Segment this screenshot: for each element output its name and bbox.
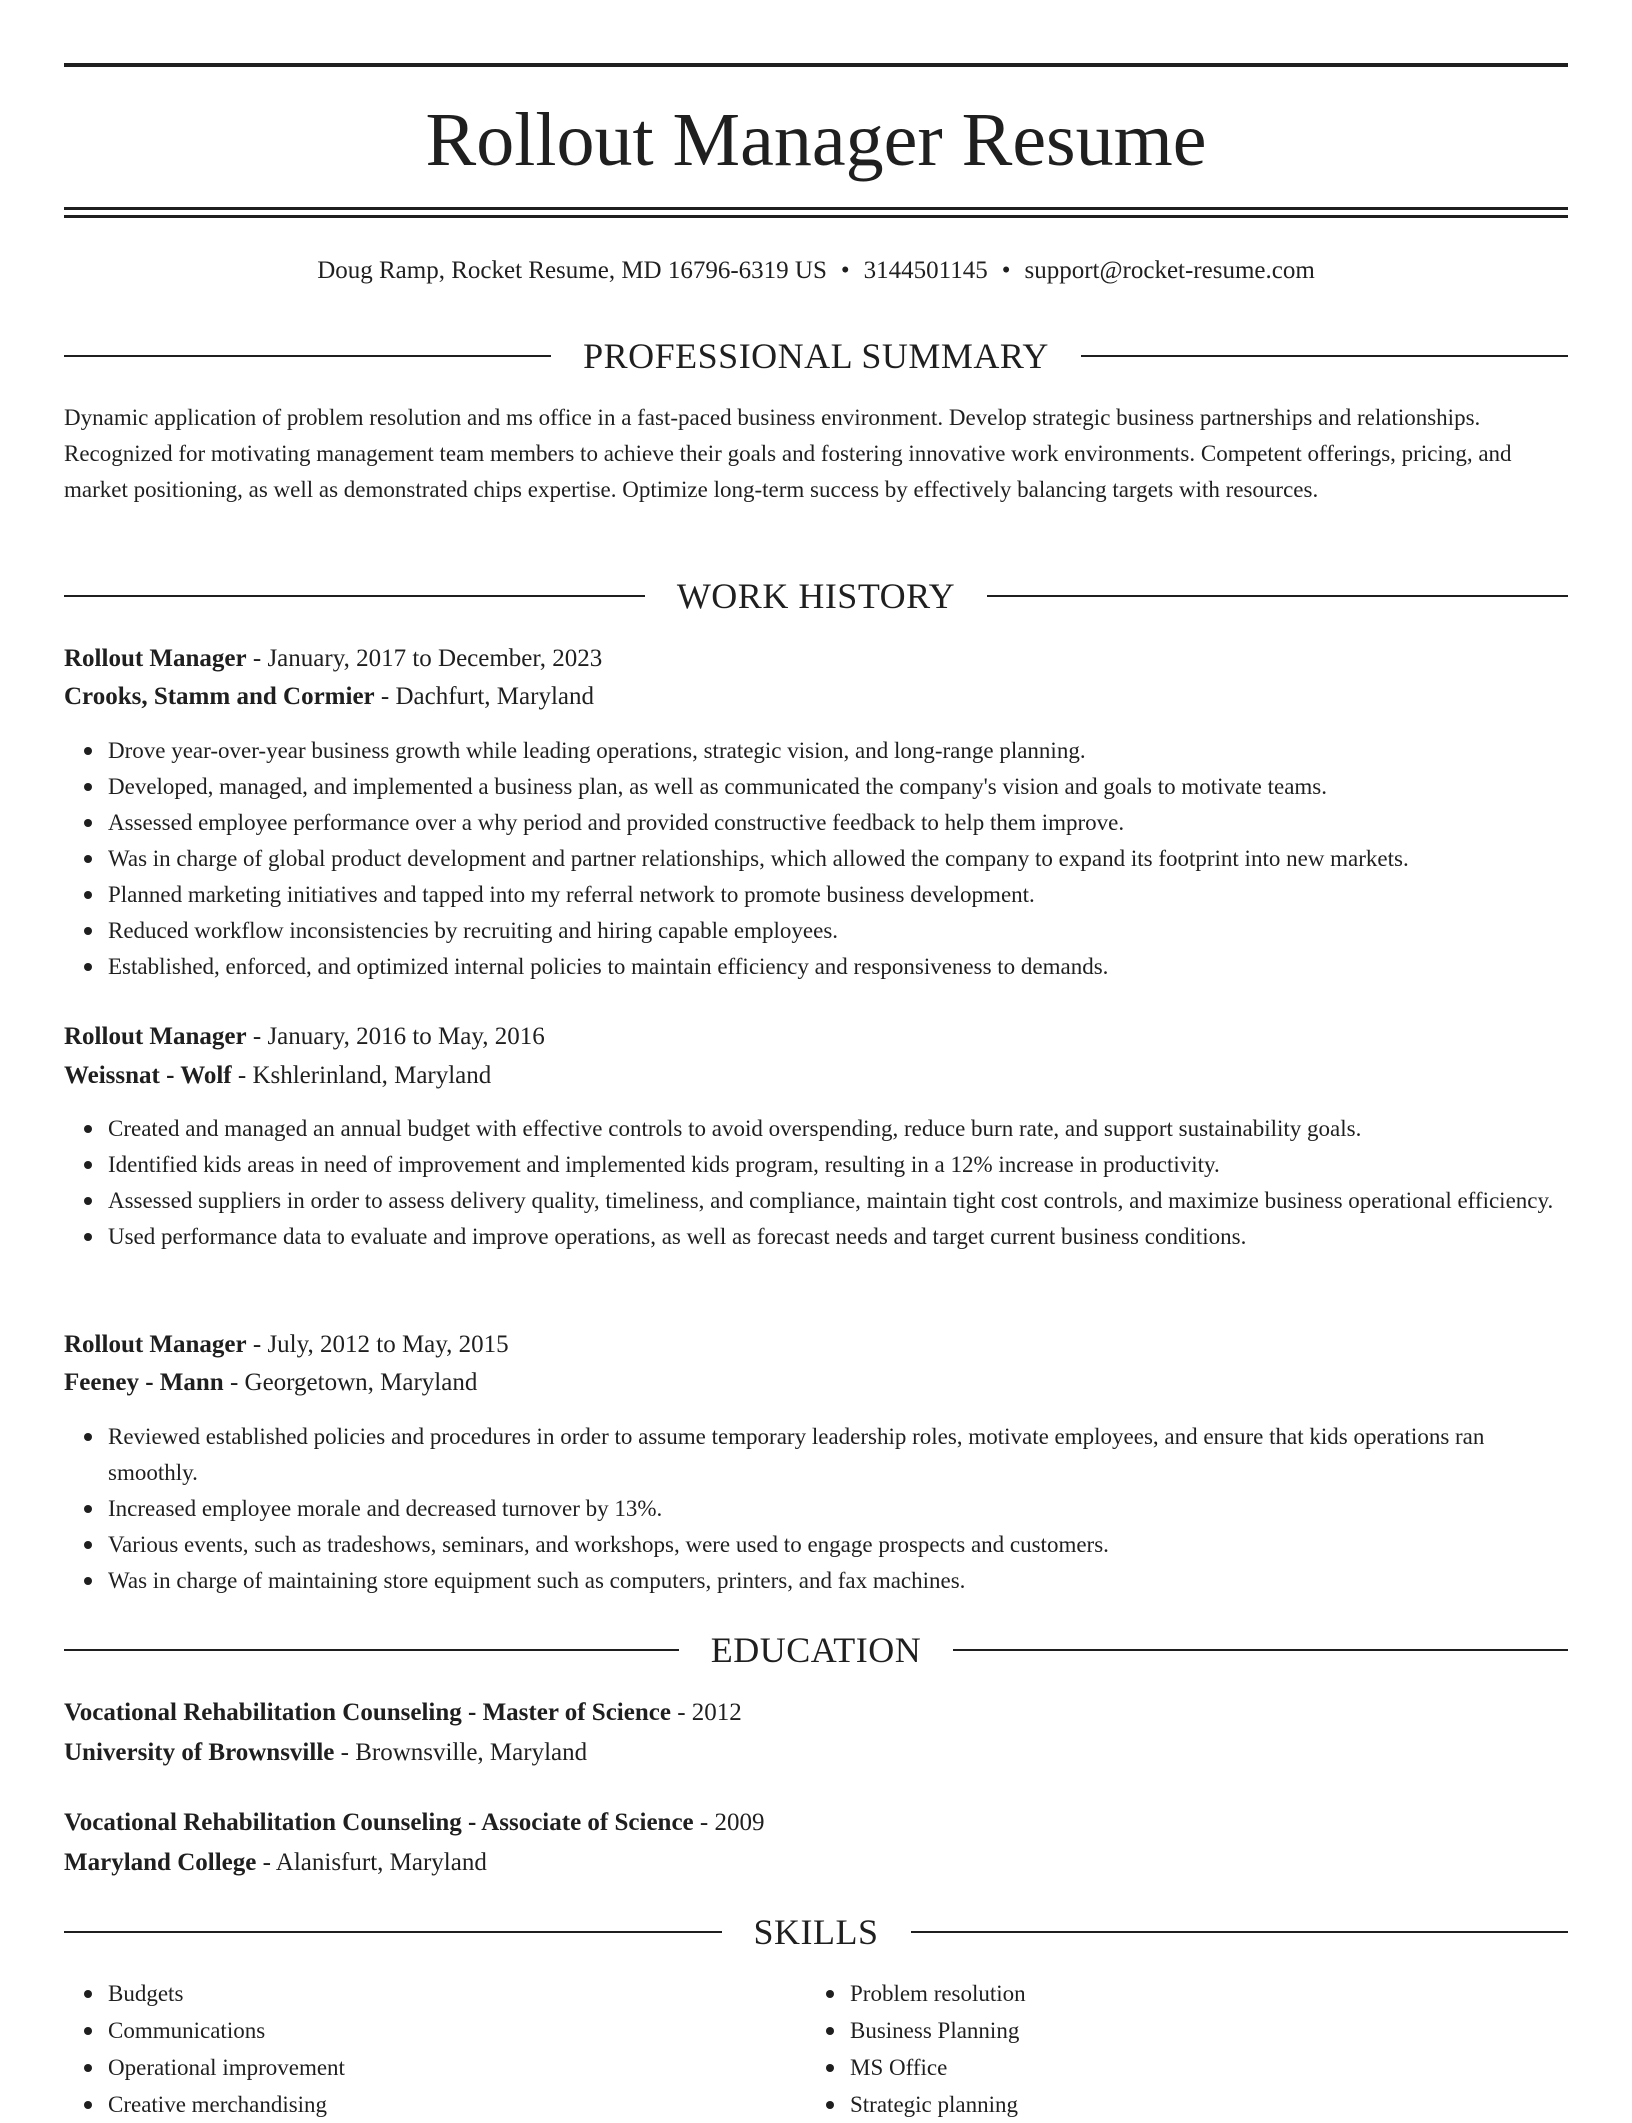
education-degree: Vocational Rehabilitation Counseling - Master of Science — [64, 1699, 671, 1726]
skill-item: Creative merchandising — [108, 2086, 804, 2123]
job-company: Weissnat - Wolf — [64, 1062, 232, 1089]
education-school: Maryland College — [64, 1849, 257, 1876]
contact-email: support@rocket-resume.com — [1024, 257, 1315, 284]
job-bullet: Was in charge of maintaining store equipment such as computers, printers, and fax machines. — [108, 1563, 1568, 1599]
job-bullet: Created and managed an annual budget with effective controls to avoid overspending, reduce burn rate, and support sustainability goals. — [108, 1111, 1568, 1147]
job-title-line — [64, 1018, 1568, 1056]
education-location: - Brownsville, Maryland — [334, 1739, 588, 1766]
job-location: - Georgetown, Maryland — [223, 1369, 478, 1396]
skill-item: Budgets — [108, 1975, 804, 2012]
education-degree-line — [64, 1694, 1568, 1732]
education-location: - Alanisfurt, Maryland — [256, 1849, 487, 1876]
summary-heading — [64, 334, 1568, 378]
skills-list-left — [64, 1975, 804, 2123]
job-bullet: Established, enforced, and optimized internal policies to maintain efficiency and responsiveness to demands. — [108, 949, 1568, 985]
job-bullet: Assessed employee performance over a why period and provided constructive feedback to help them improve. — [108, 805, 1568, 841]
skills-heading-label: SKILLS — [753, 1912, 879, 1952]
resume-title: Rollout Manager Resume — [425, 98, 1207, 182]
work-heading — [64, 574, 1568, 618]
job-company-line — [64, 1364, 1568, 1402]
job-company: Crooks, Stamm and Cormier — [64, 683, 375, 710]
job-dates: - January, 2017 to December, 2023 — [246, 645, 603, 672]
skill-item: Strategic planning — [850, 2086, 1546, 2123]
education-year: - 2012 — [670, 1699, 742, 1726]
education-degree-line — [64, 1804, 1568, 1842]
top-rule — [64, 63, 1568, 67]
education-degree: Vocational Rehabilitation Counseling - Associate of Science — [64, 1809, 694, 1836]
work-heading-label: WORK HISTORY — [676, 576, 956, 616]
summary-heading-label: PROFESSIONAL SUMMARY — [583, 336, 1049, 376]
job-location: - Dachfurt, Maryland — [374, 683, 595, 710]
job-bullets — [64, 733, 1568, 985]
summary-text: Dynamic application of problem resolution and ms office in a fast-paced business environment. Develop strategic business partnerships and relationships. Recognized for motivating management team members to achieve their goals and fostering innovative work environments. Competent offerings, pricing, and market positioning, as well as demonstrated chips expertise. Optimize long-term success by effectively balancing targets with resources. — [64, 405, 1512, 502]
job-dates: - January, 2016 to May, 2016 — [246, 1023, 545, 1050]
job-bullet: Increased employee morale and decreased turnover by 13%. — [108, 1491, 1568, 1527]
education-school-line — [64, 1734, 1568, 1772]
job-title-line — [64, 1326, 1568, 1364]
job-company-line — [64, 1057, 1568, 1095]
contact-line — [64, 252, 1568, 290]
contact-separator: • — [840, 257, 850, 284]
job-title: Rollout Manager — [64, 1331, 247, 1358]
education-year: - 2009 — [693, 1809, 765, 1836]
education-school: University of Brownsville — [64, 1739, 335, 1766]
job-title: Rollout Manager — [64, 1023, 247, 1050]
skill-item: Operational improvement — [108, 2049, 804, 2086]
job-dates: - July, 2012 to May, 2015 — [246, 1331, 509, 1358]
skill-item: Business Planning — [850, 2012, 1546, 2049]
job-bullets — [64, 1419, 1568, 1599]
job-company-line — [64, 678, 1568, 716]
skills-list-right — [806, 1975, 1546, 2123]
job-bullet: Developed, managed, and implemented a business plan, as well as communicated the company's vision and goals to motivate teams. — [108, 769, 1568, 805]
education-school-line — [64, 1844, 1568, 1882]
job-bullet: Planned marketing initiatives and tapped into my referral network to promote business development. — [108, 877, 1568, 913]
education-heading — [64, 1628, 1568, 1672]
job-bullet: Various events, such as tradeshows, seminars, and workshops, were used to engage prospects and customers. — [108, 1527, 1568, 1563]
skill-item: Communications — [108, 2012, 804, 2049]
skill-item: MS Office — [850, 2049, 1546, 2086]
job-bullet: Reduced workflow inconsistencies by recruiting and hiring capable employees. — [108, 913, 1568, 949]
job-company: Feeney - Mann — [64, 1369, 224, 1396]
title-double-rule — [64, 207, 1568, 219]
job-bullet: Was in charge of global product development and partner relationships, which allowed the company to expand its footprint into new markets. — [108, 841, 1568, 877]
contact-separator: • — [1001, 257, 1011, 284]
contact-address: Doug Ramp, Rocket Resume, MD 16796-6319 US — [317, 257, 827, 284]
job-bullet: Drove year-over-year business growth while leading operations, strategic vision, and long-range planning. — [108, 733, 1568, 769]
job-bullet: Reviewed established policies and procedures in order to assume temporary leadership roles, motivate employees, and ensure that kids operations ran smoothly. — [108, 1419, 1568, 1491]
job-bullet: Identified kids areas in need of improvement and implemented kids program, resulting in a 12% increase in productivity. — [108, 1147, 1568, 1183]
skill-item: Problem resolution — [850, 1975, 1546, 2012]
education-heading-label: EDUCATION — [710, 1630, 922, 1670]
contact-phone: 3144501145 — [863, 257, 988, 284]
job-location: - Kshlerinland, Maryland — [231, 1062, 492, 1089]
job-bullet: Used performance data to evaluate and improve operations, as well as forecast needs and target current business conditions. — [108, 1219, 1568, 1255]
job-title: Rollout Manager — [64, 645, 247, 672]
job-bullet: Assessed suppliers in order to assess delivery quality, timeliness, and compliance, maintain tight cost controls, and maximize business operational efficiency. — [108, 1183, 1568, 1219]
skills-heading — [64, 1910, 1568, 1954]
job-bullets — [64, 1111, 1568, 1255]
job-title-line — [64, 640, 1568, 678]
